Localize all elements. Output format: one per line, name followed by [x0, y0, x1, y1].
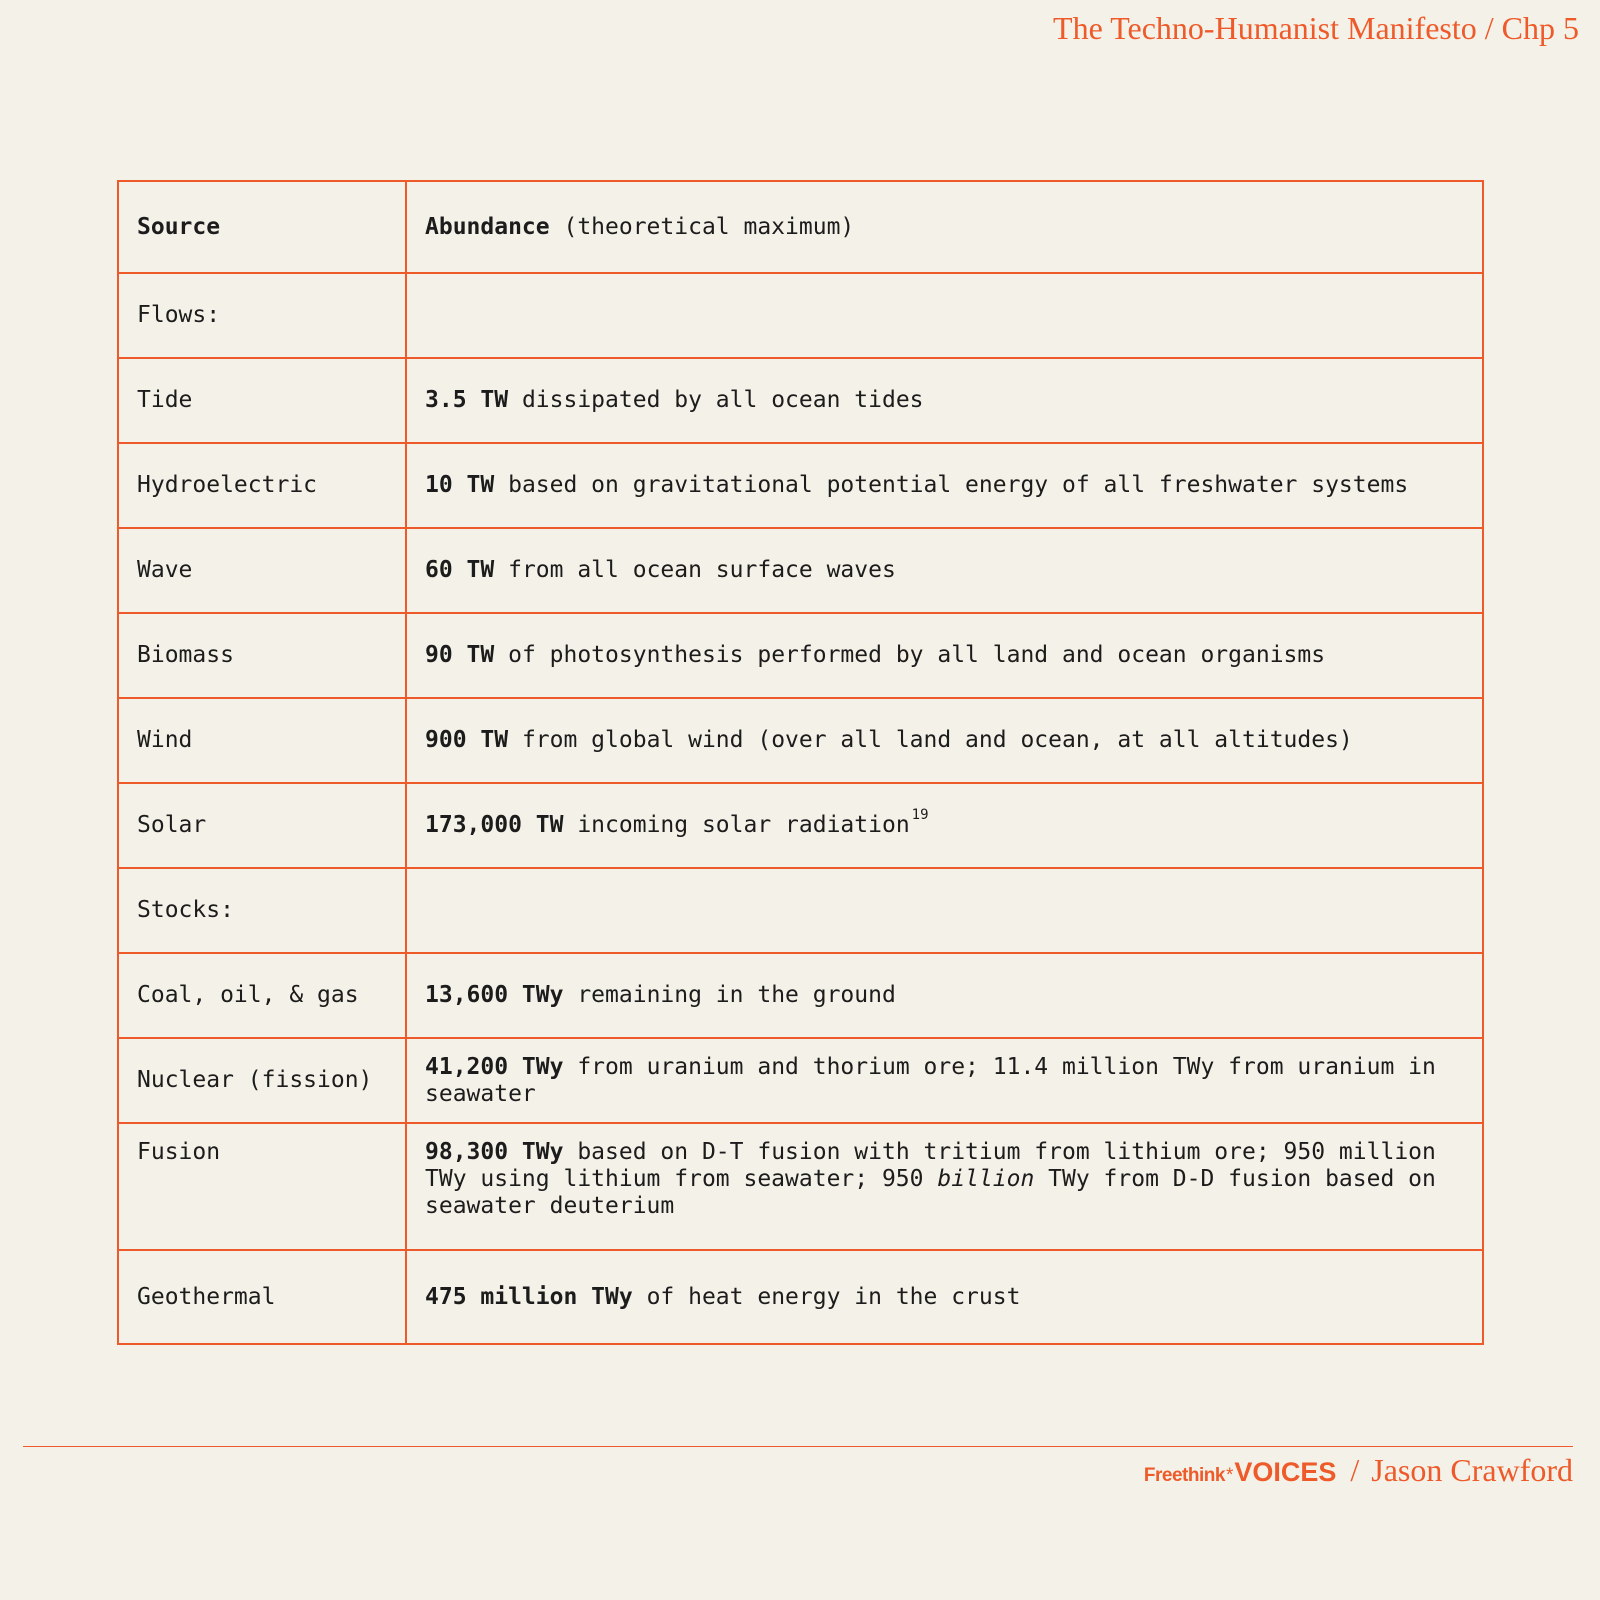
abundance-cell [406, 358, 1483, 443]
source-cell: Nuclear (fission) [118, 1038, 406, 1123]
abundance-text: from uranium and thorium ore; 11.4 million TWy from uranium in seawater [425, 1053, 1436, 1107]
footnote-marker: 19 [911, 807, 929, 824]
table-row-biomass [118, 613, 1483, 698]
abundance-cell [406, 613, 1483, 698]
brand-logo-prefix: Freethink [1143, 1465, 1225, 1486]
abundance-value: 3.5 TW [425, 387, 509, 413]
table-header-row [118, 181, 1483, 273]
abundance-value: 10 TW [425, 472, 495, 498]
abundance-cell [406, 443, 1483, 528]
table-row-tide [118, 358, 1483, 443]
footer-divider [23, 1446, 1573, 1447]
abundance-text: remaining in the ground [563, 982, 896, 1008]
abundance-cell [406, 1250, 1483, 1344]
abundance-cell [406, 783, 1483, 868]
header-source-cell [118, 181, 406, 273]
abundance-text: based on D-T fusion with tritium from lithium ore; 950 million TWy using lithium from seawater; 950 [425, 1139, 1436, 1192]
abundance-cell [406, 1123, 1483, 1250]
table-row-hydroelectric [118, 443, 1483, 528]
table-row-solar [118, 783, 1483, 868]
source-cell: Fusion [118, 1123, 406, 1250]
source-cell: Wave [118, 528, 406, 613]
abundance-value: 98,300 TWy [425, 1139, 564, 1165]
source-cell: Stocks: [118, 868, 406, 953]
source-cell: Coal, oil, & gas [118, 953, 406, 1038]
abundance-text: from all ocean surface waves [494, 557, 896, 583]
source-cell: Solar [118, 783, 406, 868]
abundance-cell [406, 528, 1483, 613]
brand-asterisk: * [1225, 1465, 1234, 1486]
abundance-text: dissipated by all ocean tides [508, 387, 924, 413]
table-row-fission [118, 1038, 1483, 1123]
abundance-text: from global wind (over all land and ocean, at all altitudes) [508, 727, 1353, 753]
source-cell: Tide [118, 358, 406, 443]
source-cell: Geothermal [118, 1250, 406, 1344]
footer-separator: / [1350, 1452, 1360, 1488]
abundance-value: 41,200 TWy [425, 1053, 564, 1080]
abundance-text: of photosynthesis performed by all land and ocean organisms [494, 642, 1326, 668]
author-name: Jason Crawford [1371, 1452, 1573, 1488]
brand-logo-name: VOICES [1234, 1457, 1337, 1487]
chapter-title: The Techno-Humanist Manifesto / Chp 5 [1053, 10, 1579, 46]
table-row-fusion [118, 1123, 1483, 1250]
abundance-value: 60 TW [425, 557, 495, 583]
abundance-text: based on gravitational potential energy of all freshwater systems [494, 472, 1409, 498]
abundance-value: 173,000 TW [425, 812, 564, 838]
header-abundance-note: (theoretical maximum) [549, 213, 855, 240]
abundance-value: 900 TW [425, 727, 509, 753]
abundance-cell [406, 953, 1483, 1038]
source-cell: Wind [118, 698, 406, 783]
footer-credits [1144, 1452, 1573, 1489]
energy-abundance-table [117, 180, 1484, 1345]
abundance-cell [406, 1038, 1483, 1123]
header-abundance-cell [406, 181, 1483, 273]
header-abundance-label: Abundance [425, 213, 550, 240]
table-row-wave [118, 528, 1483, 613]
table-row-geothermal [118, 1250, 1483, 1344]
table-row-fossil [118, 953, 1483, 1038]
source-cell: Flows: [118, 273, 406, 358]
table-row-stocks [118, 868, 1483, 953]
abundance-cell [406, 698, 1483, 783]
header-source-label: Source [137, 213, 221, 240]
source-cell: Biomass [118, 613, 406, 698]
abundance-text-continued: TWy from D-D fusion based on seawater deuterium [425, 1166, 1436, 1219]
abundance-text: of heat energy in the crust [632, 1283, 1021, 1310]
table-row-flows [118, 273, 1483, 358]
abundance-value: 90 TW [425, 642, 495, 668]
abundance-value: 13,600 TWy [425, 982, 564, 1008]
abundance-text: incoming solar radiation [563, 812, 910, 838]
abundance-value: 475 million TWy [425, 1283, 633, 1310]
table-row-wind [118, 698, 1483, 783]
abundance-cell [406, 868, 1483, 953]
source-cell: Hydroelectric [118, 443, 406, 528]
abundance-emphasis: billion [937, 1166, 1035, 1192]
abundance-cell [406, 273, 1483, 358]
